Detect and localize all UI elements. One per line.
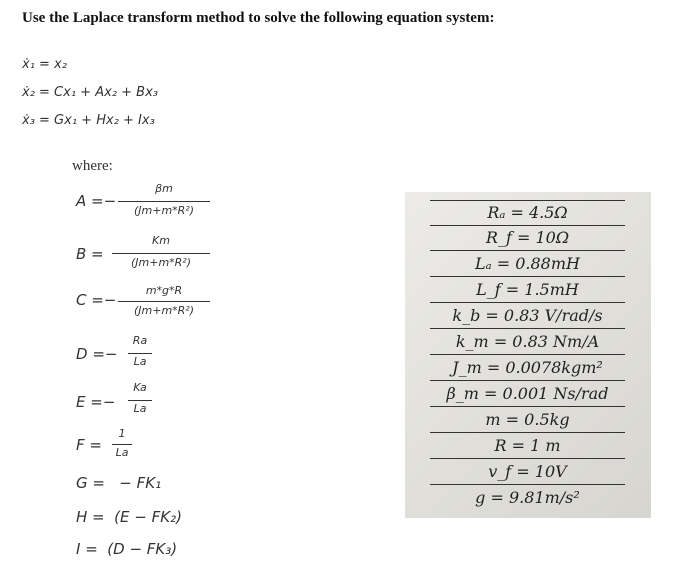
param-row: R = 1 m <box>430 434 625 459</box>
param-row: β_m = 0.001 Ns/rad <box>430 382 625 407</box>
param-row: J_m = 0.0078kgm² <box>430 356 625 381</box>
fraction-bar <box>118 301 210 302</box>
equation-2: ẋ₂ = Cx₁ + Ax₂ + Bx₃ <box>22 85 158 100</box>
def-d-fraction <box>128 334 152 374</box>
def-d-denominator: La <box>133 355 147 368</box>
def-e-label: E =− <box>76 393 116 411</box>
param-row: Lₐ = 0.88mH <box>430 252 625 277</box>
fraction-bar <box>112 444 132 445</box>
def-c-label: C =− <box>76 291 117 309</box>
param-row: L_f = 1.5mH <box>430 278 625 303</box>
def-c-fraction <box>118 284 210 324</box>
equation-1: ẋ₁ = x₂ <box>22 57 67 72</box>
def-f-label: F = <box>76 436 102 454</box>
where-label: where: <box>72 158 113 174</box>
def-a-denominator: (Jm+m*R²) <box>133 204 195 217</box>
def-e-fraction <box>128 381 152 421</box>
def-a-numerator: βm <box>155 182 173 195</box>
def-c-numerator: m*g*R <box>145 284 183 297</box>
def-e-denominator: La <box>133 402 147 415</box>
def-b-label: B = <box>76 245 104 263</box>
equation-3: ẋ₃ = Gx₁ + Hx₂ + Ix₃ <box>22 113 155 128</box>
param-row: k_m = 0.83 Nm/A <box>430 330 625 355</box>
def-c-denominator: (Jm+m*R²) <box>133 304 195 317</box>
def-f-fraction <box>112 427 132 467</box>
param-row: m = 0.5kg <box>430 408 625 433</box>
def-i: I = (D − FK₃) <box>76 540 178 558</box>
param-row: R_f = 10Ω <box>430 226 625 251</box>
def-b-numerator: Km <box>152 234 170 247</box>
def-a-label: A =− <box>76 192 117 210</box>
def-h: H = (E − FK₂) <box>76 508 182 526</box>
fraction-bar <box>112 253 210 254</box>
def-f-numerator: 1 <box>118 427 126 440</box>
problem-title: Use the Laplace transform method to solve the following equation system: <box>22 10 495 26</box>
param-row: v_f = 10V <box>430 460 625 485</box>
def-a-fraction <box>118 182 210 222</box>
def-d-label: D =− <box>76 345 118 363</box>
fraction-bar <box>128 400 152 401</box>
def-b-fraction <box>112 234 210 274</box>
def-e-numerator: Ka <box>133 381 147 394</box>
param-row: g = 9.81m/s² <box>475 488 580 507</box>
param-row: Rₐ = 4.5Ω <box>430 200 625 226</box>
fraction-bar <box>128 353 152 354</box>
def-d-numerator: Ra <box>132 334 148 347</box>
fraction-bar <box>118 201 210 202</box>
def-g: G = − FK₁ <box>76 474 162 492</box>
param-row: k_b = 0.83 V/rad/s <box>430 304 625 329</box>
def-b-denominator: (Jm+m*R²) <box>130 256 192 269</box>
def-f-denominator: La <box>115 446 129 459</box>
parameter-table-image <box>405 192 651 518</box>
